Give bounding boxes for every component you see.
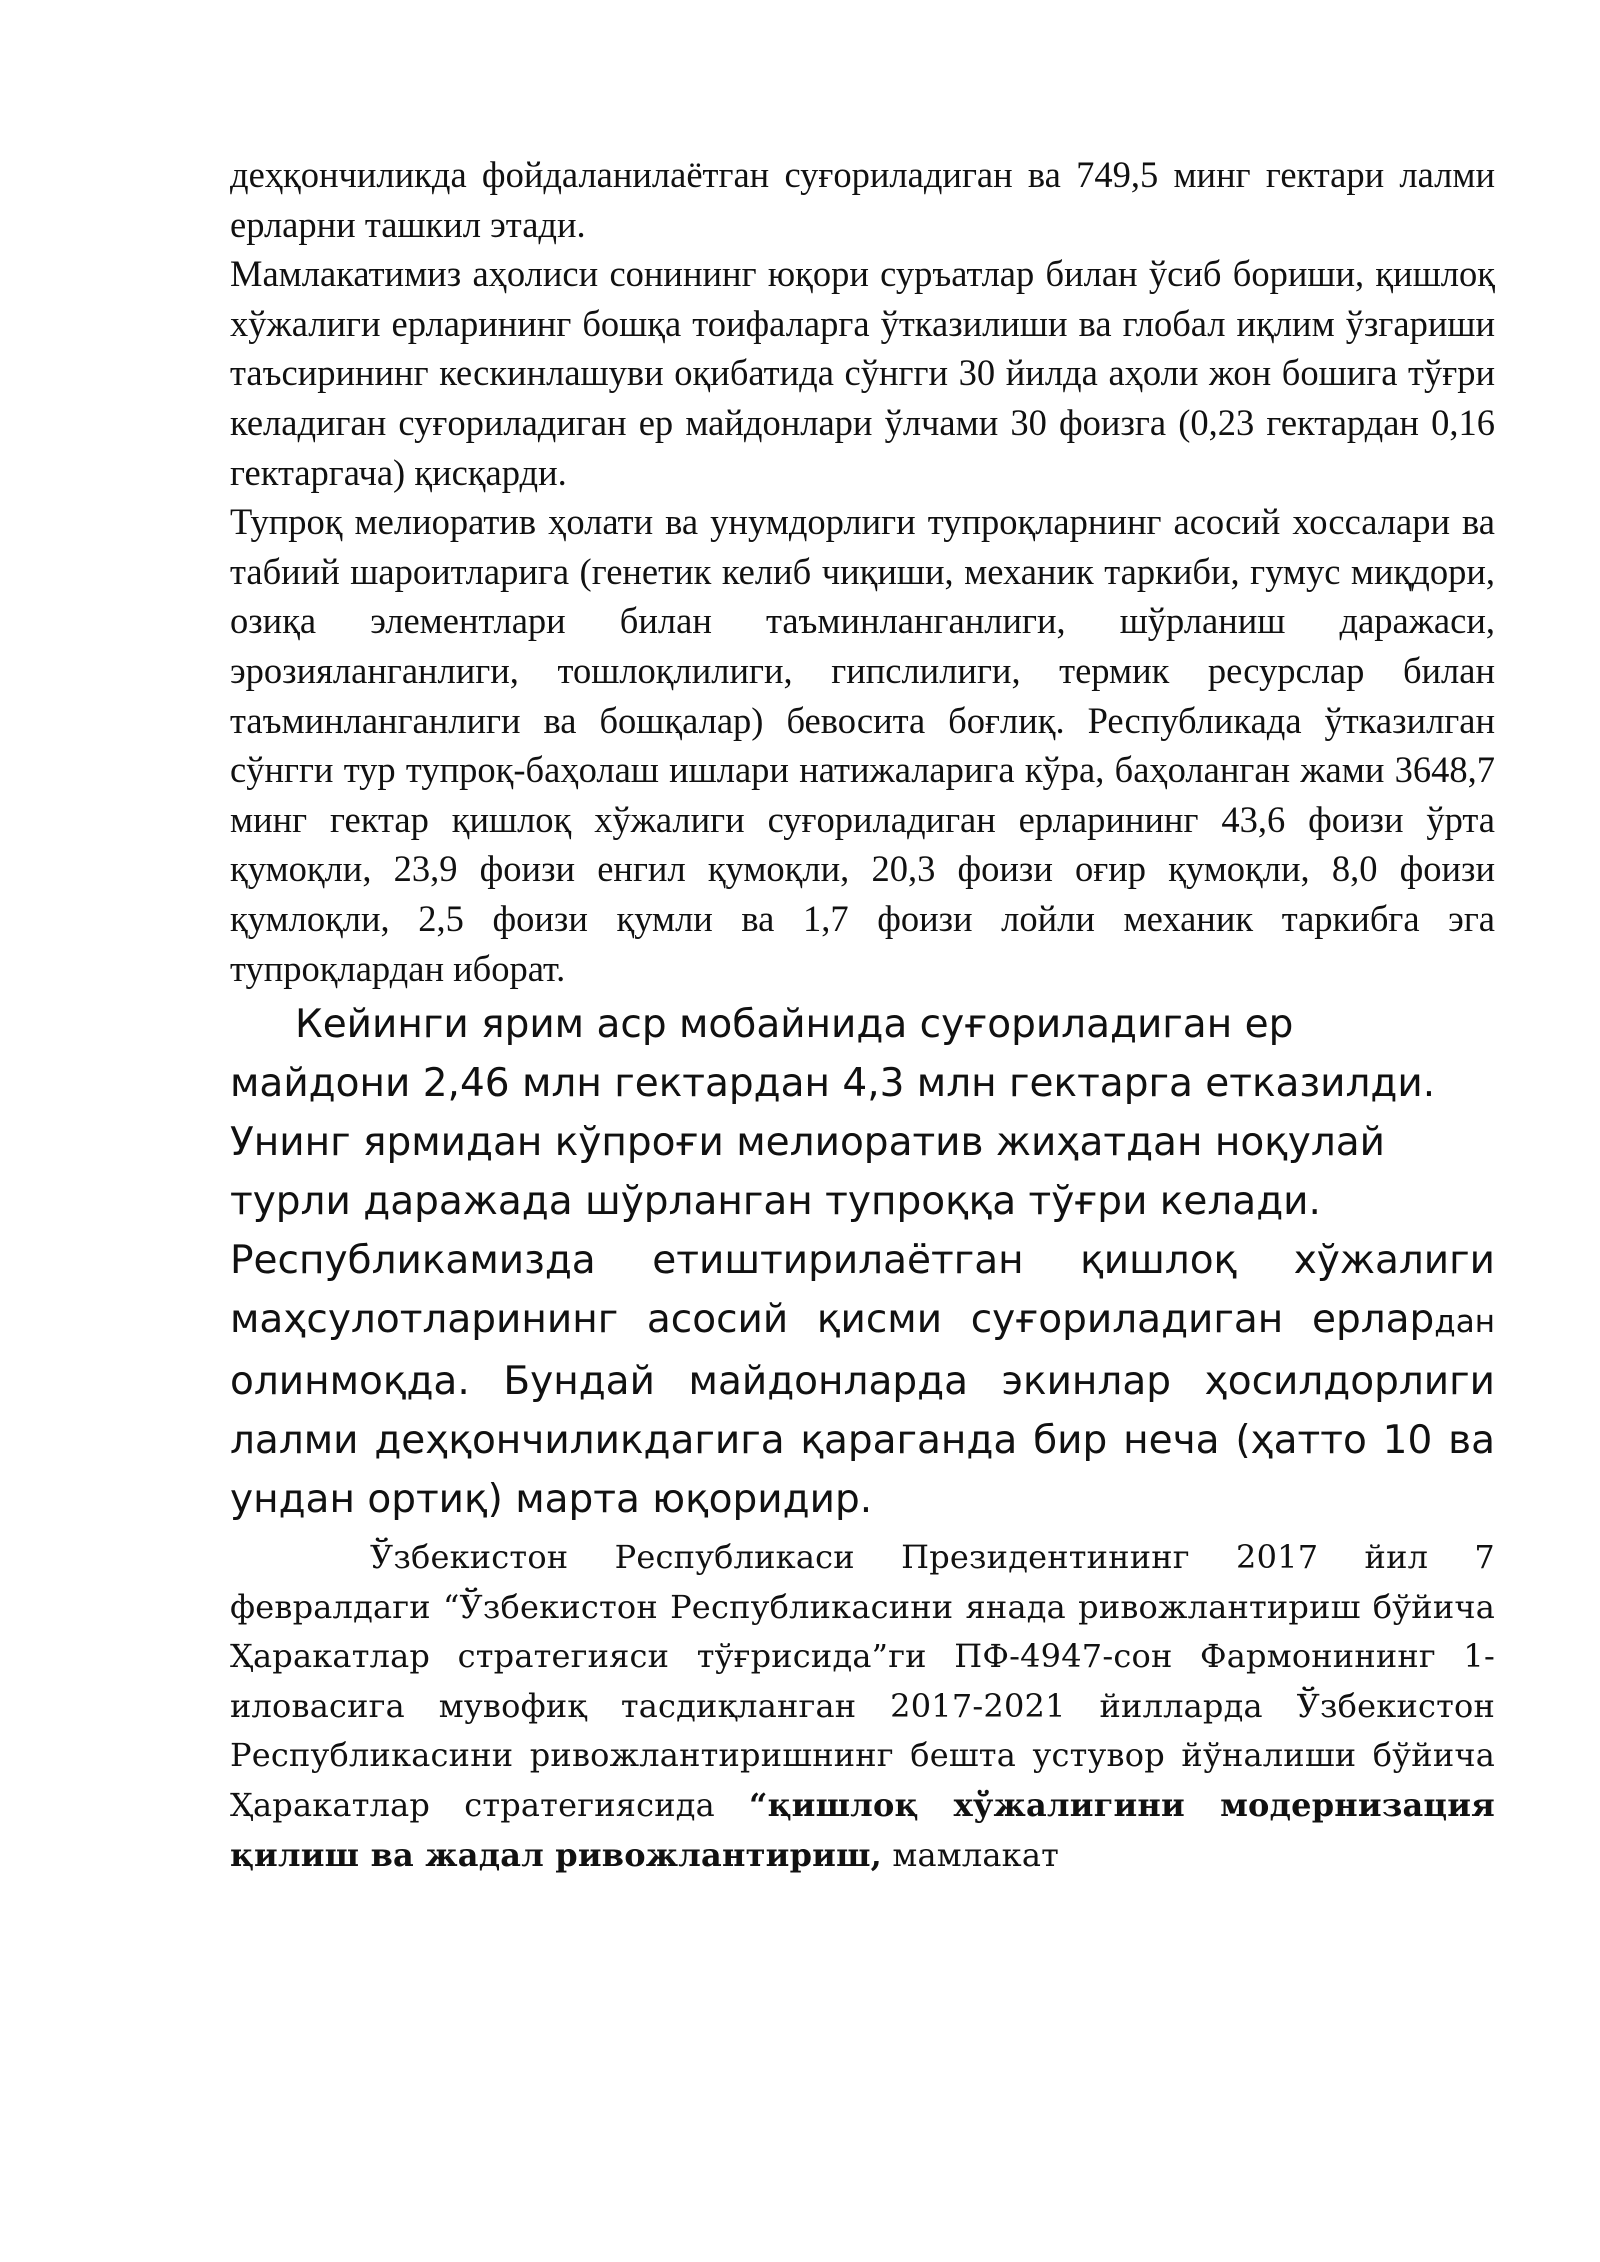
paragraph-5-rest: олинмоқда. Бундай майдонларда экинлар ҳосилдорлиги лалми деҳқончиликдагига қараганда бир неча (ҳатто 10 ва ундан ортиқ) марта юқоридир. [230,1359,1495,1523]
paragraph-3: Тупроқ мелиоратив ҳолати ва унумдорлиги тупроқларнинг асосий хоссалари ва табиий шароитларига (генетик келиб чиқиши, механик таркиби, гумус миқдори, озиқа элементлари билан таъминланганлиги, шўрланиш даражаси, эрозияланганлиги, тошлоқлилиги, гипслилиги, термик ресурслар билан таъминланганлиги ва бошқалар) бевосита боғлиқ. Республикада ўтказилган сўнгги тур тупроқ-баҳолаш ишлари натижаларига кўра, баҳоланган жами 3648,7 минг гектар қишлоқ хўжалиги суғориладиган ерларининг 43,6 фоизи ўрта қумоқли, 23,9 фоизи енгил қумоқли, 20,3 фоизи оғир қумоқли, 8,0 фоизи қумлоқли, 2,5 фоизи қумли ва 1,7 фоизи лойли механик таркибга эга тупроқлардан иборат. [230,501,1495,989]
paragraph-2: Мамлакатимиз аҳолиси сонининг юқори суръатлар билан ўсиб бориши, қишлоқ хўжалиги ерларининг бошқа тоифаларга ўтказилиши ва глобал иқлим ўзгариши таъсирининг кескинлашуви оқибатида сўнгги 30 йилда аҳоли жон бошига тўғри келадиган суғориладиган ер майдонлари ўлчами 30 фоизга (0,23 гектардан 0,16 гектаргача) қисқарди. [230,253,1495,493]
paragraph-5-small-suffix: дан [1434,1304,1495,1341]
paragraph-5-main: Республикамизда етиштирилаётган қишлоқ хўжалиги маҳсулотларининг асосий қисми суғориладиган ерлар [230,1238,1495,1343]
paragraph-4-line-1: Кейинги ярим аср мобайнида суғориладиган ер [295,1002,1294,1048]
paragraph-6-text: Ўзбекистон Республикаси Президентининг 2017 йил 7 февралдаги “Ўзбекистон Республикасини янада ривожлантириш бўйича Ҳаракатлар стратегияси тўғрисида”ги ПФ-4947-сон Фармонининг 1-иловасига мувофиқ тасдиқланган 2017-2021 йилларда Ўзбекистон Республикасини ривожлантиришнинг бешта устувор йўналиши бўйича Ҳаракатлар стратегиясида [230,1538,1495,1825]
paragraph-4 [230,995,1495,1231]
paragraph-6 [230,1533,1495,1880]
paragraph-1: деҳқончиликда фойдаланилаётган суғориладиган ва 749,5 минг гектари лалми ерларни ташкил этади. [230,154,1495,245]
paragraph-5 [230,1231,1495,1529]
paragraph-6-tail: мамлакат [882,1835,1060,1874]
paragraph-4-line-2: майдони 2,46 млн гектардан 4,3 млн гектарга етказилди. [230,1061,1436,1107]
paragraph-4-line-4: турли даражада шўрланган тупроққа тўғри келади. [230,1179,1321,1225]
paragraph-6-bold: “қишлоқ хўжалигини модернизация қилиш ва жадал ривожлантириш, [230,1786,1495,1874]
paragraph-4-line-3: Унинг ярмидан кўпроғи мелиоратив жиҳатдан ноқулай [230,1120,1386,1166]
document-body [230,150,1495,1880]
